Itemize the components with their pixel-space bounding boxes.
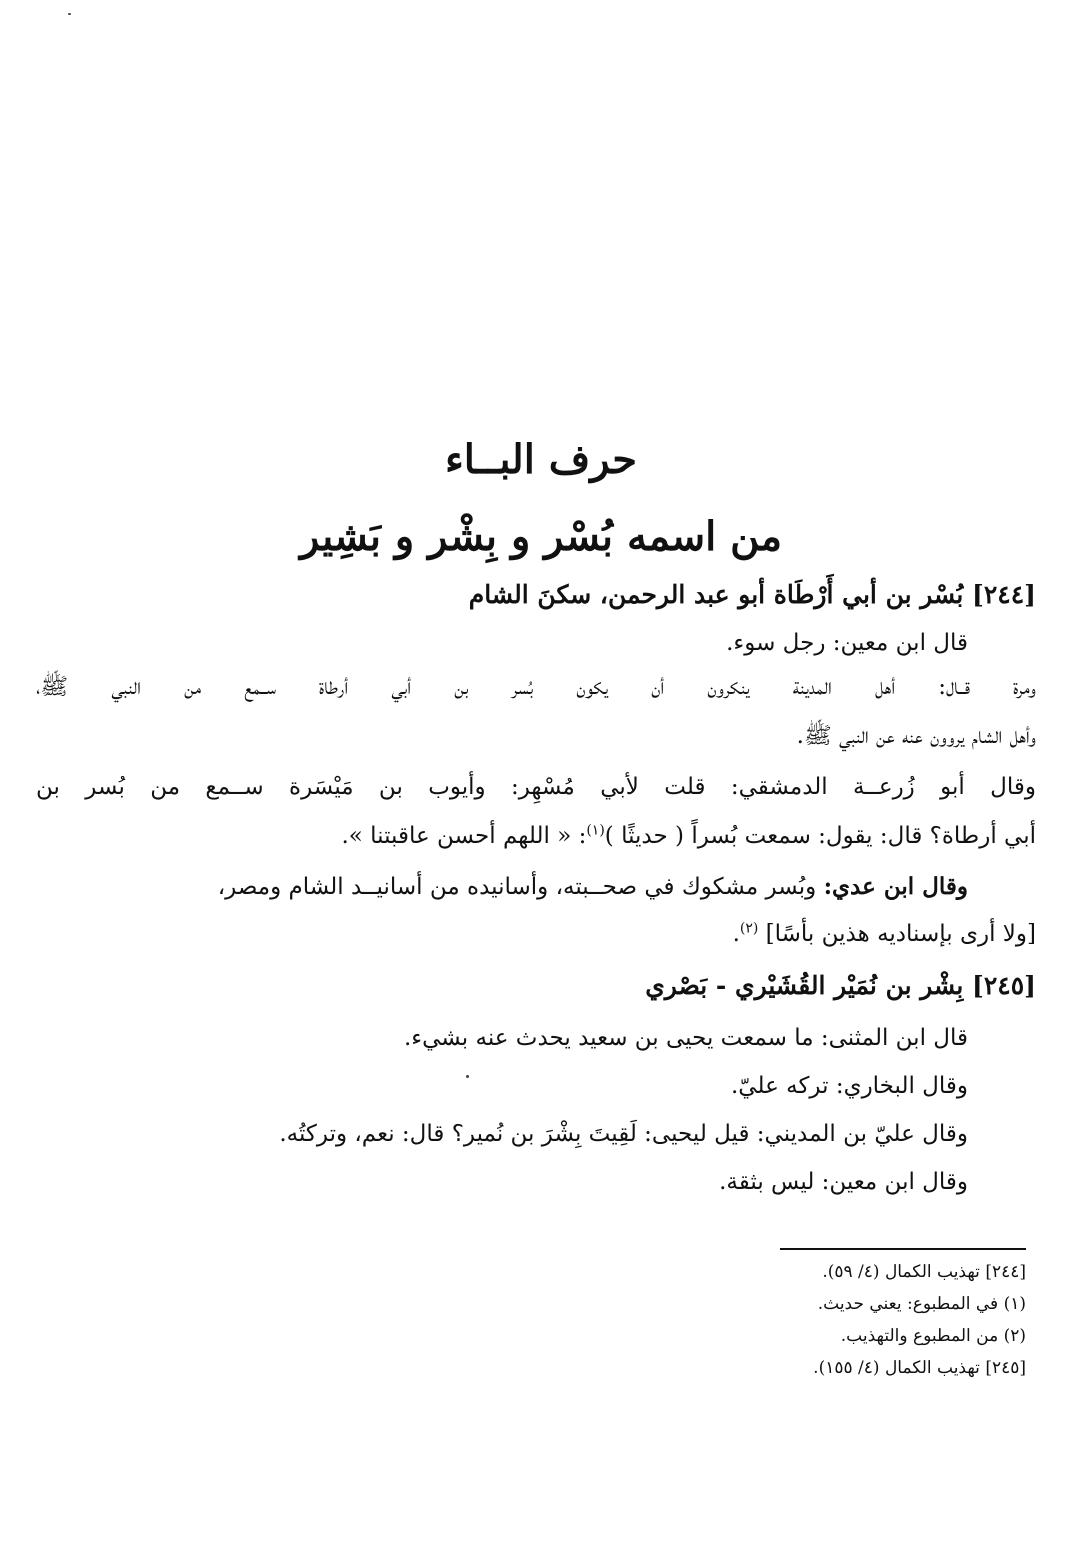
scan-speck: [466, 1075, 469, 1078]
entry-245-line: وقال ابن معين: ليس بثقة.: [719, 1169, 968, 1195]
scan-speck: [68, 13, 71, 15]
footnote-separator: [780, 1248, 1026, 1250]
footnote-item: (١) في المطبوع: يعني حديث.: [817, 1294, 1026, 1314]
entry-244-line: ومرة قــال: أهل المدينة ينكرون أن يكون بُسر بن أبي أرطاة ســمع من النبي ﷺ،: [36, 674, 1036, 700]
entry-244-text: أبي أرطاة؟ قال: يقول: سمعت بُسراً ( حديثًا ): [604, 823, 1036, 849]
entry-245-line: وقال عليّ بن المديني: قيل ليحيى: لَقِيتَ بِشْرَ بن نُمير؟ قال: نعم، وتركتُه.: [279, 1121, 968, 1147]
chapter-title: حرف البــاء: [445, 436, 637, 483]
speaker-label: وقال ابن عدي:: [823, 873, 968, 900]
entry-244-line-ibn-adi: [36, 867, 968, 907]
footnote-item: [٢٤٥] تهذيب الكمال (٤/ ١٥٥).: [813, 1358, 1026, 1378]
entry-244-text: .: [732, 921, 740, 947]
entry-244-line-with-footnote: [733, 914, 1036, 954]
entry-heading-245: [٢٤٥] بِشْر بن نُمَيْر القُشَيْري - بَصْري: [645, 971, 1036, 1000]
entry-244-text: : « اللهم أحسن عاقبتنا ».: [341, 823, 587, 849]
entry-244-text: [ولا أرى بإسناديه هذين بأسًا]: [765, 921, 1036, 947]
entry-244-line: وأهل الشام يروون عنه عن النبي ﷺ.: [796, 723, 1036, 749]
entry-244-line: وقال أبو زُرعــة الدمشقي: قلت لأبي مُسْهِر: وأيوب بن مَيْسَرة ســمع من بُسر بن: [36, 774, 1036, 800]
entry-245-line: وقال البخاري: تركه عليّ.: [731, 1073, 968, 1099]
footnote-item: (٢) من المطبوع والتهذيب.: [840, 1326, 1026, 1346]
section-title: من اسمه بُسْر و بِشْر و بَشِير: [300, 513, 782, 560]
footnote-ref-1: (١): [586, 822, 605, 839]
footnote-item: [٢٤٤] تهذيب الكمال (٤/ ٥٩).: [822, 1262, 1026, 1282]
entry-245-line: قال ابن المثنى: ما سمعت يحيى بن سعيد يحدث عنه بشيء.: [403, 1025, 968, 1051]
footnote-ref-2: (٢): [739, 920, 759, 937]
entry-244-line-with-footnote: [341, 816, 1036, 856]
entry-244-line: قال ابن معين: رجل سوء.: [726, 630, 968, 656]
entry-heading-244: [٢٤٤] بُسْر بن أبي أَرْطَاة أبو عبد الرحمن، سكنَ الشام: [468, 580, 1036, 609]
entry-244-text: وبُسر مشكوك في صحــبته، وأسانيده من أسانيــد الشام ومصر،: [217, 874, 824, 900]
